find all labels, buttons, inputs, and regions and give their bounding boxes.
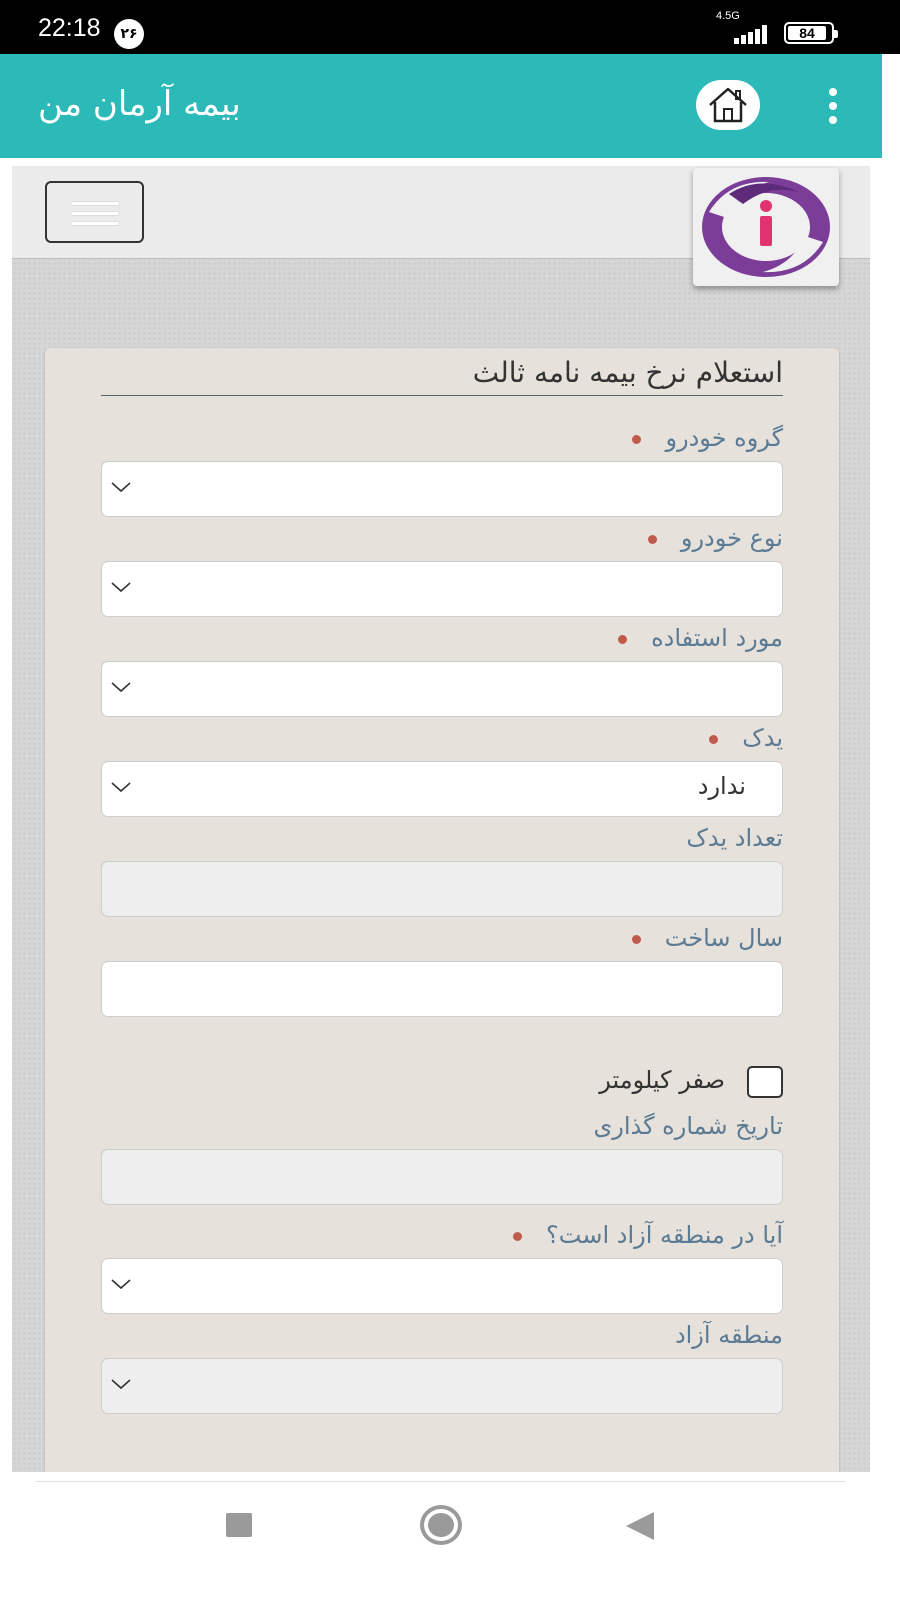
trailer-count-input[interactable] <box>101 861 783 917</box>
required-indicator <box>618 635 627 644</box>
home-button[interactable] <box>696 80 760 130</box>
label-trailer-count: تعداد یدک <box>686 824 783 852</box>
label-free-zone-question: آیا در منطقه آزاد است؟ <box>101 1221 783 1249</box>
free-zone-select[interactable] <box>101 1358 783 1414</box>
required-indicator <box>632 935 641 944</box>
chevron-down-icon <box>110 480 132 494</box>
app-title: بیمه آرمان من <box>38 84 241 124</box>
usage-select[interactable] <box>101 661 783 717</box>
free-zone-question-select[interactable] <box>101 1258 783 1314</box>
plate-date-input[interactable] <box>101 1149 783 1205</box>
vehicle-group-select[interactable] <box>101 461 783 517</box>
zero-km-label: صفر کیلومتر <box>599 1066 725 1094</box>
home-icon <box>706 85 750 125</box>
vehicle-type-select[interactable] <box>101 561 783 617</box>
zero-km-checkbox[interactable] <box>747 1066 783 1098</box>
label-trailer: یدک <box>101 724 783 752</box>
label-vehicle-group: گروه خودرو <box>101 424 783 452</box>
form-title: استعلام نرخ بیمه نامه ثالث <box>101 356 783 396</box>
battery-level: 84 <box>788 26 826 40</box>
notification-badge: ۲۶ <box>114 19 144 49</box>
chevron-down-icon <box>110 780 132 794</box>
label-free-zone: منطقه آزاد <box>674 1321 783 1349</box>
build-year-input[interactable] <box>101 961 783 1017</box>
label-usage: مورد استفاده <box>101 624 783 652</box>
required-indicator <box>648 535 657 544</box>
status-bar <box>0 0 900 54</box>
zero-km-row <box>101 1062 783 1102</box>
required-indicator <box>632 435 641 444</box>
trailer-select[interactable] <box>101 761 783 817</box>
signal-icon <box>734 24 770 44</box>
chevron-down-icon <box>110 1277 132 1291</box>
network-type: 4.5G <box>716 10 740 22</box>
site-logo[interactable] <box>693 168 839 286</box>
label-vehicle-type: نوع خودرو <box>101 524 783 552</box>
recent-apps-icon[interactable] <box>226 1513 252 1537</box>
required-indicator <box>513 1232 522 1241</box>
insurance-logo-icon <box>699 172 833 282</box>
nav-divider <box>36 1481 846 1482</box>
more-vert-icon[interactable] <box>816 86 848 126</box>
chevron-down-icon <box>110 680 132 694</box>
trailer-select-value: ندارد <box>697 772 746 800</box>
inquiry-form-card <box>45 348 839 1472</box>
app-bar <box>0 54 882 158</box>
required-indicator <box>709 735 718 744</box>
chevron-down-icon <box>110 580 132 594</box>
label-plate-date: تاریخ شماره گذاری <box>593 1112 783 1140</box>
chevron-down-icon <box>110 1377 132 1391</box>
site-navbar <box>12 166 870 259</box>
hamburger-menu-button[interactable] <box>45 181 144 243</box>
back-triangle-icon[interactable] <box>626 1512 654 1540</box>
label-build-year: سال ساخت <box>101 924 783 952</box>
battery-icon <box>784 22 834 44</box>
web-content <box>12 166 870 1472</box>
home-circle-icon[interactable] <box>420 1505 462 1545</box>
status-time: 22:18 <box>38 14 101 42</box>
